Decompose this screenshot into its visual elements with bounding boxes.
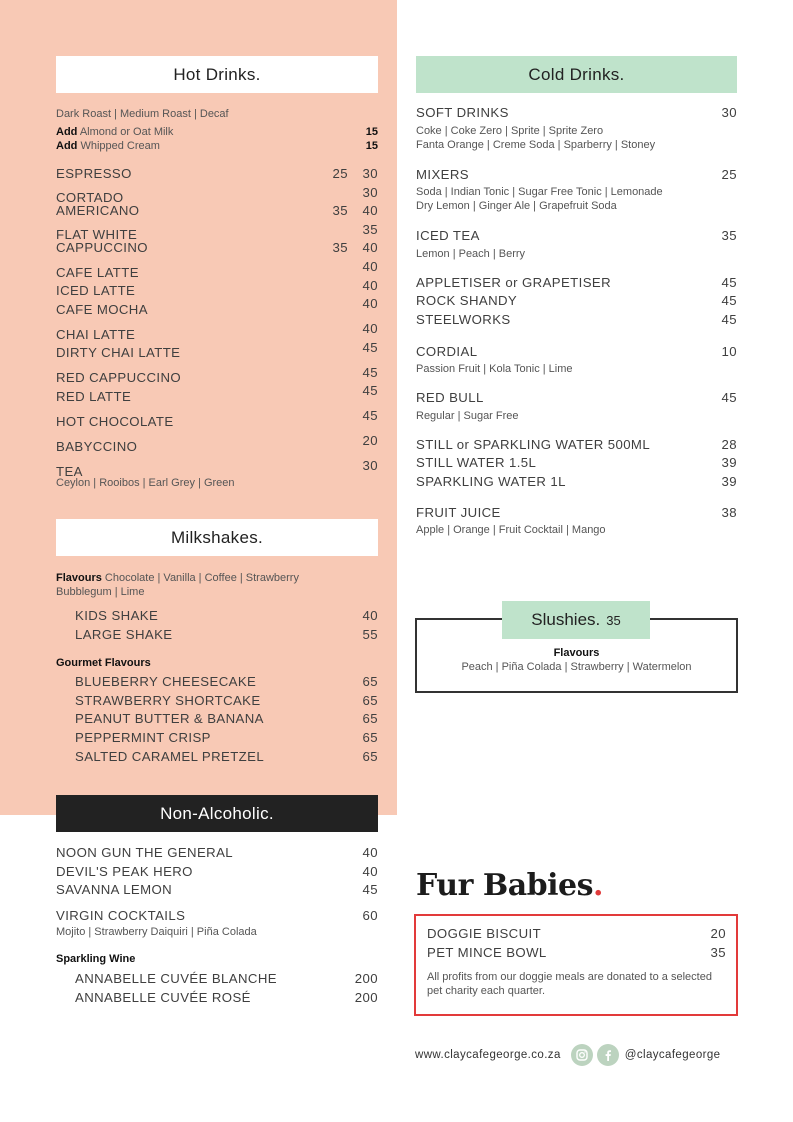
item-name: VIRGIN COCKTAILS — [56, 907, 186, 923]
cold-drinks-header: Cold Drinks. — [416, 56, 737, 93]
menu-item — [75, 970, 378, 989]
add-milk-row — [56, 125, 378, 139]
add-cream-text: Whipped Cream — [80, 140, 160, 152]
item-price: 200 — [354, 989, 378, 1005]
hot-drink-item — [56, 432, 378, 454]
menu-item — [56, 844, 378, 863]
menu-item — [56, 457, 378, 479]
add-cream-row — [56, 139, 378, 153]
slushies-flavours: Peach | Piña Colada | Strawberry | Watermelon — [461, 661, 692, 673]
item-name: NOON GUN THE GENERAL — [56, 845, 234, 860]
item-price: 65 — [362, 692, 378, 708]
item-price: 45 — [362, 882, 378, 898]
item-price-small — [330, 295, 348, 314]
item-prices — [330, 320, 378, 339]
item-price-large: 35 — [362, 221, 378, 237]
item-price: 55 — [362, 626, 378, 642]
fur-babies-list — [427, 925, 726, 962]
item-prices — [330, 239, 378, 258]
slushies-flavours-label: Flavours — [553, 647, 600, 659]
hot-drink-item — [56, 184, 378, 206]
menu-item — [416, 343, 737, 362]
item-price: 39 — [721, 473, 737, 489]
item-price-small — [330, 184, 348, 203]
item-name: BLUEBERRY CHEESECAKE — [75, 674, 257, 690]
item-name: STRAWBERRY SHORTCAKE — [75, 692, 261, 708]
menu-item — [56, 863, 378, 882]
item-price: 45 — [721, 311, 737, 327]
item-prices — [330, 432, 378, 451]
item-price-large: 40 — [362, 277, 378, 293]
virgin-cocktails-item — [56, 907, 378, 940]
menu-item — [56, 907, 378, 926]
item-price-large: 30 — [362, 166, 378, 181]
menu-item — [75, 673, 378, 692]
flavours-label: Flavours — [56, 572, 102, 584]
item-price-large: 40 — [362, 258, 378, 274]
item-price-large: 40 — [362, 240, 378, 256]
cold-drink-item — [416, 504, 737, 538]
item-price: 20 — [710, 926, 726, 941]
item-name: ICED LATTE — [56, 283, 136, 299]
menu-item — [56, 432, 378, 454]
item-price-large: 45 — [362, 408, 378, 424]
menu-item — [416, 436, 737, 455]
hot-drink-item — [56, 320, 378, 342]
menu-item — [56, 184, 378, 206]
menu-item — [416, 389, 737, 408]
hot-drink-item — [56, 457, 378, 490]
item-name: CORTADO — [56, 190, 124, 206]
menu-item — [56, 881, 378, 900]
item-name: BABYCCINO — [56, 438, 138, 454]
add-cream-price: 15 — [365, 140, 378, 152]
hot-drink-item — [56, 165, 378, 184]
hot-drink-item — [56, 407, 378, 429]
item-prices — [330, 457, 378, 476]
item-prices — [330, 407, 378, 426]
milkshakes-section — [56, 519, 378, 766]
item-name: ROCK SHANDY — [416, 293, 518, 309]
item-name: SPARKLING WATER 1L — [416, 473, 566, 489]
add-label: Add — [56, 140, 78, 152]
menu-item — [56, 202, 378, 221]
item-price-large: 30 — [362, 458, 378, 474]
item-price-small — [330, 432, 348, 451]
item-prices — [330, 258, 378, 277]
fur-title-text: Fur Babies — [416, 868, 593, 903]
hot-drink-item — [56, 258, 378, 280]
item-price-large: 20 — [362, 433, 378, 449]
hot-drinks-section — [56, 56, 378, 490]
item-price-small: 35 — [332, 203, 348, 219]
cold-drink-item — [416, 473, 737, 492]
item-price: 200 — [354, 971, 378, 987]
menu-item — [75, 692, 378, 711]
item-price-large: 40 — [362, 203, 378, 219]
item-prices — [330, 382, 378, 401]
item-price-small — [330, 277, 348, 296]
item-prices — [330, 202, 378, 221]
cold-drink-item — [416, 389, 737, 423]
menu-item — [75, 626, 378, 645]
item-price-large: 45 — [362, 383, 378, 399]
non-alcoholic-list — [56, 844, 378, 900]
item-prices — [330, 339, 378, 358]
item-price: 25 — [721, 166, 737, 182]
item-name: KIDS SHAKE — [75, 608, 159, 623]
item-name: CAFE MOCHA — [56, 301, 148, 317]
website-link[interactable]: www.claycafegeorge.co.za — [415, 1049, 561, 1061]
item-price: 35 — [710, 944, 726, 960]
item-name: STEELWORKS — [416, 311, 511, 327]
item-name: ICED TEA — [416, 228, 480, 244]
item-name: RED BULL — [416, 390, 484, 406]
item-price: 28 — [721, 436, 737, 452]
item-price: 45 — [721, 274, 737, 290]
menu-item — [416, 274, 737, 293]
item-prices — [330, 184, 378, 203]
cold-drink-item — [416, 227, 737, 261]
item-name: FRUIT JUICE — [416, 504, 501, 520]
menu-item — [56, 221, 378, 243]
item-name: SAVANNA LEMON — [56, 882, 173, 898]
item-name: PET MINCE BOWL — [427, 944, 547, 960]
item-name: STILL WATER 1.5L — [416, 455, 537, 471]
item-price-large: 40 — [362, 321, 378, 337]
menu-item — [416, 227, 737, 246]
non-alcoholic-section — [56, 795, 378, 1008]
item-name: LARGE SHAKE — [75, 626, 173, 642]
cold-drink-item — [416, 454, 737, 473]
cold-drinks-section — [416, 56, 737, 537]
item-name: ANNABELLE CUVÉE BLANCHE — [75, 971, 277, 987]
milkshake-flavours-2: Bubblegum | Lime — [56, 586, 145, 598]
gourmet-list — [56, 673, 378, 766]
cold-drink-item — [416, 292, 737, 311]
item-name: CAPPUCCINO — [56, 240, 148, 256]
slushies-header — [502, 601, 650, 639]
item-name: ESPRESSO — [56, 166, 132, 181]
non-alcoholic-header: Non-Alcoholic. — [56, 795, 378, 832]
item-price: 40 — [362, 608, 378, 623]
milkshakes-header: Milkshakes. — [56, 519, 378, 556]
menu-item — [416, 504, 737, 523]
item-price: 65 — [362, 711, 378, 727]
item-price: 40 — [362, 863, 378, 879]
item-options: Apple | Orange | Fruit Cocktail | Mango — [416, 524, 606, 537]
item-name: DEVIL'S PEAK HERO — [56, 863, 193, 879]
item-name: APPLETISER or GRAPETISER — [416, 274, 612, 290]
menu-item — [416, 473, 737, 492]
item-name: DIRTY CHAI LATTE — [56, 345, 181, 361]
item-price: 10 — [721, 343, 737, 359]
item-price-small: 35 — [332, 240, 348, 256]
footer — [415, 1043, 737, 1067]
item-price-small — [330, 258, 348, 277]
item-name: CAFE LATTE — [56, 264, 139, 280]
add-label: Add — [56, 126, 78, 138]
menu-item — [416, 292, 737, 311]
sparkling-wine-list — [56, 970, 378, 1007]
sparkling-wine-label: Sparkling Wine — [56, 953, 136, 966]
item-name: PEPPERMINT CRISP — [75, 729, 211, 745]
item-options: Ceylon | Rooibos | Earl Grey | Green — [56, 476, 235, 489]
item-name: CHAI LATTE — [56, 326, 136, 342]
item-price-small — [330, 364, 348, 383]
flavours-text: Chocolate | Vanilla | Coffee | Strawberry — [104, 572, 299, 584]
item-price-large: 45 — [362, 339, 378, 355]
milkshake-sizes-list — [56, 607, 378, 644]
item-name: PEANUT BUTTER & BANANA — [75, 711, 264, 727]
facebook-icon[interactable] — [597, 1044, 619, 1066]
menu-item — [427, 925, 726, 944]
item-options-2: Dry Lemon | Ginger Ale | Grapefruit Soda — [416, 200, 617, 213]
menu-item — [56, 364, 378, 386]
cold-drink-item — [416, 311, 737, 330]
menu-item — [75, 989, 378, 1008]
item-name: HOT CHOCOLATE — [56, 413, 174, 429]
add-milk-price: 15 — [365, 126, 378, 138]
fur-babies-title — [416, 868, 603, 903]
item-name: DOGGIE BISCUIT — [427, 926, 542, 941]
menu-item — [416, 104, 737, 123]
item-name: ANNABELLE CUVÉE ROSÉ — [75, 989, 251, 1005]
item-price-small — [330, 407, 348, 426]
menu-item — [75, 710, 378, 729]
item-name: SOFT DRINKS — [416, 105, 509, 120]
item-price: 45 — [721, 390, 737, 406]
item-price-small — [330, 320, 348, 339]
menu-item — [56, 258, 378, 280]
social-handle[interactable]: @claycafegeorge — [624, 1049, 721, 1061]
item-price: 65 — [362, 748, 378, 764]
item-name: RED CAPPUCCINO — [56, 370, 182, 386]
item-price: 39 — [721, 455, 737, 471]
cold-drink-item — [416, 166, 737, 214]
fur-babies-note: All profits from our doggie meals are donated to a selected pet charity each quarter. — [427, 971, 712, 998]
hot-drink-item — [56, 202, 378, 221]
item-name: RED LATTE — [56, 388, 132, 404]
slushies-price: 35 — [606, 612, 621, 628]
slushies-title: Slushies. — [531, 610, 601, 629]
item-price-large: 40 — [362, 296, 378, 312]
cold-drink-item — [416, 343, 737, 377]
fur-title-dot: . — [592, 868, 603, 903]
cold-drink-item — [416, 104, 737, 152]
item-price: 38 — [721, 504, 737, 520]
cold-drink-item — [416, 436, 737, 455]
item-prices — [330, 221, 378, 240]
item-prices — [330, 295, 378, 314]
menu-item — [416, 454, 737, 473]
item-options: Passion Fruit | Kola Tonic | Lime — [416, 363, 573, 376]
item-prices — [330, 277, 378, 296]
item-name: STILL or SPARKLING WATER 500ML — [416, 436, 651, 452]
menu-item — [56, 407, 378, 429]
item-price-small — [330, 382, 348, 401]
item-name: AMERICANO — [56, 203, 140, 219]
menu-item — [56, 320, 378, 342]
cold-drinks-list — [416, 104, 737, 537]
menu-item — [75, 729, 378, 748]
item-price: 60 — [362, 907, 378, 923]
add-milk-text: Almond or Oat Milk — [79, 126, 174, 138]
hot-drink-item — [56, 239, 378, 258]
menu-item — [75, 607, 378, 626]
item-price: 45 — [721, 293, 737, 309]
item-options: Mojito | Strawberry Daiquiri | Piña Colada — [56, 926, 257, 939]
item-price: 65 — [362, 674, 378, 690]
gourmet-label: Gourmet Flavours — [56, 657, 151, 670]
item-options: Coke | Coke Zero | Sprite | Sprite Zero — [416, 124, 604, 137]
milkshake-flavours — [56, 571, 378, 585]
hot-drinks-header: Hot Drinks. — [56, 56, 378, 93]
hot-drink-item — [56, 221, 378, 243]
item-name: CORDIAL — [416, 343, 478, 359]
item-price: 30 — [721, 105, 737, 120]
menu-item — [416, 311, 737, 330]
item-options: Regular | Sugar Free — [416, 409, 519, 422]
item-price: 65 — [362, 729, 378, 745]
item-price-large: 30 — [362, 184, 378, 200]
item-price-small — [330, 221, 348, 240]
item-price-small: 25 — [332, 166, 348, 181]
item-prices — [330, 364, 378, 383]
item-price-small — [330, 457, 348, 476]
hot-drinks-list — [56, 165, 378, 490]
hot-drink-item — [56, 364, 378, 386]
item-price-small — [330, 339, 348, 358]
menu-item — [416, 166, 737, 185]
item-name: SALTED CARAMEL PRETZEL — [75, 748, 265, 764]
item-name: FLAT WHITE — [56, 227, 138, 243]
item-name: MIXERS — [416, 166, 469, 182]
menu-item — [56, 239, 378, 258]
fur-babies-box — [414, 914, 738, 1016]
item-price-large: 45 — [362, 364, 378, 380]
item-price: 35 — [721, 228, 737, 244]
item-options: Soda | Indian Tonic | Sugar Free Tonic | Lemonade — [416, 186, 663, 199]
item-price: 40 — [362, 845, 378, 860]
instagram-icon[interactable] — [571, 1044, 593, 1066]
item-name: TEA — [56, 463, 83, 479]
item-options: Lemon | Peach | Berry — [416, 247, 526, 260]
menu-item — [75, 748, 378, 767]
cold-drink-item — [416, 274, 737, 293]
item-prices — [330, 165, 378, 184]
menu-item — [56, 165, 378, 184]
roast-options: Dark Roast | Medium Roast | Decaf — [56, 108, 229, 120]
menu-item — [427, 944, 726, 963]
item-options-2: Fanta Orange | Creme Soda | Sparberry | Stoney — [416, 138, 656, 151]
